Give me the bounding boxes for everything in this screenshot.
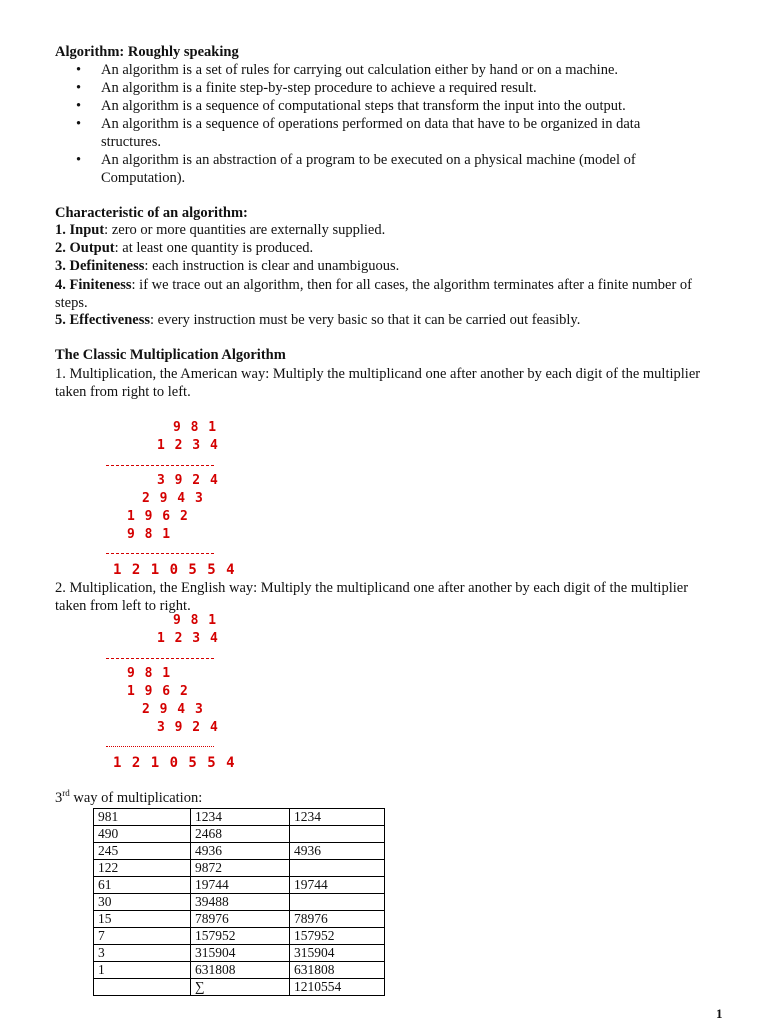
third-number: 3 xyxy=(55,789,63,806)
table-row xyxy=(94,894,385,911)
table-cell xyxy=(94,979,191,996)
table-cell: 245 xyxy=(94,843,191,860)
algorithm-bullet-list xyxy=(55,61,715,187)
term: 2. Output xyxy=(55,240,115,256)
heading-characteristics: Characteristic of an algorithm: xyxy=(55,205,248,221)
ordinal-suffix: rd xyxy=(62,788,70,798)
table-cell: 78976 xyxy=(290,911,385,928)
term: 1. Input xyxy=(55,222,105,238)
table-cell: 30 xyxy=(94,894,191,911)
table-cell: 631808 xyxy=(191,962,290,979)
characteristic-output xyxy=(55,240,313,257)
table-row xyxy=(94,843,385,860)
term: 4. Finiteness xyxy=(55,277,132,293)
english-partial: 3 9 2 4 xyxy=(157,720,219,735)
american-partial: 9 8 1 xyxy=(127,527,172,542)
table-cell xyxy=(290,826,385,843)
english-partial: 2 9 4 3 xyxy=(142,702,204,717)
english-multiplicand: 9 8 1 xyxy=(173,613,218,628)
table-row xyxy=(94,826,385,843)
separator-line xyxy=(106,465,214,466)
term: 3. Definiteness xyxy=(55,258,145,274)
definition: : at least one quantity is produced. xyxy=(114,240,314,256)
definition: : every instruction must be very basic so that it can be carried out feasibly. xyxy=(150,312,581,328)
third-text: way of multiplication: xyxy=(69,789,203,806)
table-cell: 1 xyxy=(94,962,191,979)
table-cell: 3 xyxy=(94,945,191,962)
table-cell: 1210554 xyxy=(290,979,385,996)
table-row xyxy=(94,928,385,945)
english-result: 1 2 1 0 5 5 4 xyxy=(113,755,236,771)
table-cell: 122 xyxy=(94,860,191,877)
table-cell: 490 xyxy=(94,826,191,843)
bullet-item: • An algorithm is a finite step-by-step procedure to achieve a required result. xyxy=(55,79,715,97)
table-cell: 15 xyxy=(94,911,191,928)
characteristic-effectiveness xyxy=(55,312,580,329)
american-result: 1 2 1 0 5 5 4 xyxy=(113,562,236,578)
table-cell: 315904 xyxy=(191,945,290,962)
bullet-item: • An algorithm is a sequence of operations performed on data that have to be organized in data structures. xyxy=(55,115,661,151)
multiplication-table xyxy=(93,808,385,996)
table-row xyxy=(94,962,385,979)
bullet-item: • An algorithm is a sequence of computational steps that transform the input into the output. xyxy=(55,97,715,115)
table-cell xyxy=(290,860,385,877)
english-partial: 1 9 6 2 xyxy=(127,684,189,699)
definition: : each instruction is clear and unambiguous. xyxy=(144,258,400,274)
characteristic-definiteness xyxy=(55,258,399,275)
separator-line xyxy=(106,746,214,747)
page-number: 1 xyxy=(716,1006,723,1021)
table-cell: 19744 xyxy=(191,877,290,894)
english-partial: 9 8 1 xyxy=(127,666,172,681)
term: 5. Effectiveness xyxy=(55,312,151,328)
american-multiplicand: 9 8 1 xyxy=(173,420,218,435)
table-cell: 78976 xyxy=(191,911,290,928)
table-row xyxy=(94,809,385,826)
table-cell: 1234 xyxy=(191,809,290,826)
table-cell: 157952 xyxy=(191,928,290,945)
english-multiplier: 1 2 3 4 xyxy=(157,631,219,646)
american-multiplier: 1 2 3 4 xyxy=(157,438,219,453)
definition: : zero or more quantities are externally supplied. xyxy=(104,222,386,238)
table-cell: 315904 xyxy=(290,945,385,962)
heading-multiplication: The Classic Multiplication Algorithm xyxy=(55,347,286,363)
table-cell: 7 xyxy=(94,928,191,945)
table-cell: 19744 xyxy=(290,877,385,894)
table-cell: 61 xyxy=(94,877,191,894)
table-cell: 157952 xyxy=(290,928,385,945)
heading-algorithm: Algorithm: Roughly speaking xyxy=(55,44,239,60)
table-row xyxy=(94,911,385,928)
table-cell: 4936 xyxy=(191,843,290,860)
table-cell: 39488 xyxy=(191,894,290,911)
table-cell: 981 xyxy=(94,809,191,826)
english-way-text: 2. Multiplication, the English way: Multiply the multiplicand one after another by each digit of the multiplier taken from left to right. xyxy=(55,580,689,614)
american-partial: 3 9 2 4 xyxy=(157,473,219,488)
bullet-item: • An algorithm is a set of rules for carrying out calculation either by hand or on a machine. xyxy=(55,61,715,79)
table-cell: 2468 xyxy=(191,826,290,843)
table-row xyxy=(94,877,385,894)
bullet-item: • An algorithm is an abstraction of a program to be executed on a physical machine (model of Computation). xyxy=(55,151,661,187)
definition: : if we trace out an algorithm, then for all cases, the algorithm terminates after a finite number of steps. xyxy=(55,277,692,311)
separator-line xyxy=(106,553,214,554)
table-row xyxy=(94,979,385,996)
table-cell: 631808 xyxy=(290,962,385,979)
table-cell: 9872 xyxy=(191,860,290,877)
characteristic-finiteness xyxy=(55,276,720,312)
table-cell: 1234 xyxy=(290,809,385,826)
table-cell: 4936 xyxy=(290,843,385,860)
table-row xyxy=(94,945,385,962)
american-partial: 1 9 6 2 xyxy=(127,509,189,524)
characteristic-input xyxy=(55,222,385,239)
table-cell: ∑ xyxy=(191,979,290,996)
american-partial: 2 9 4 3 xyxy=(142,491,204,506)
table-cell xyxy=(290,894,385,911)
american-way-text: 1. Multiplication, the American way: Multiply the multiplicand one after another by each digit of the multiplier taken from right to left. xyxy=(55,366,701,400)
third-way-heading xyxy=(55,788,202,807)
separator-line xyxy=(106,658,214,659)
table-row xyxy=(94,860,385,877)
